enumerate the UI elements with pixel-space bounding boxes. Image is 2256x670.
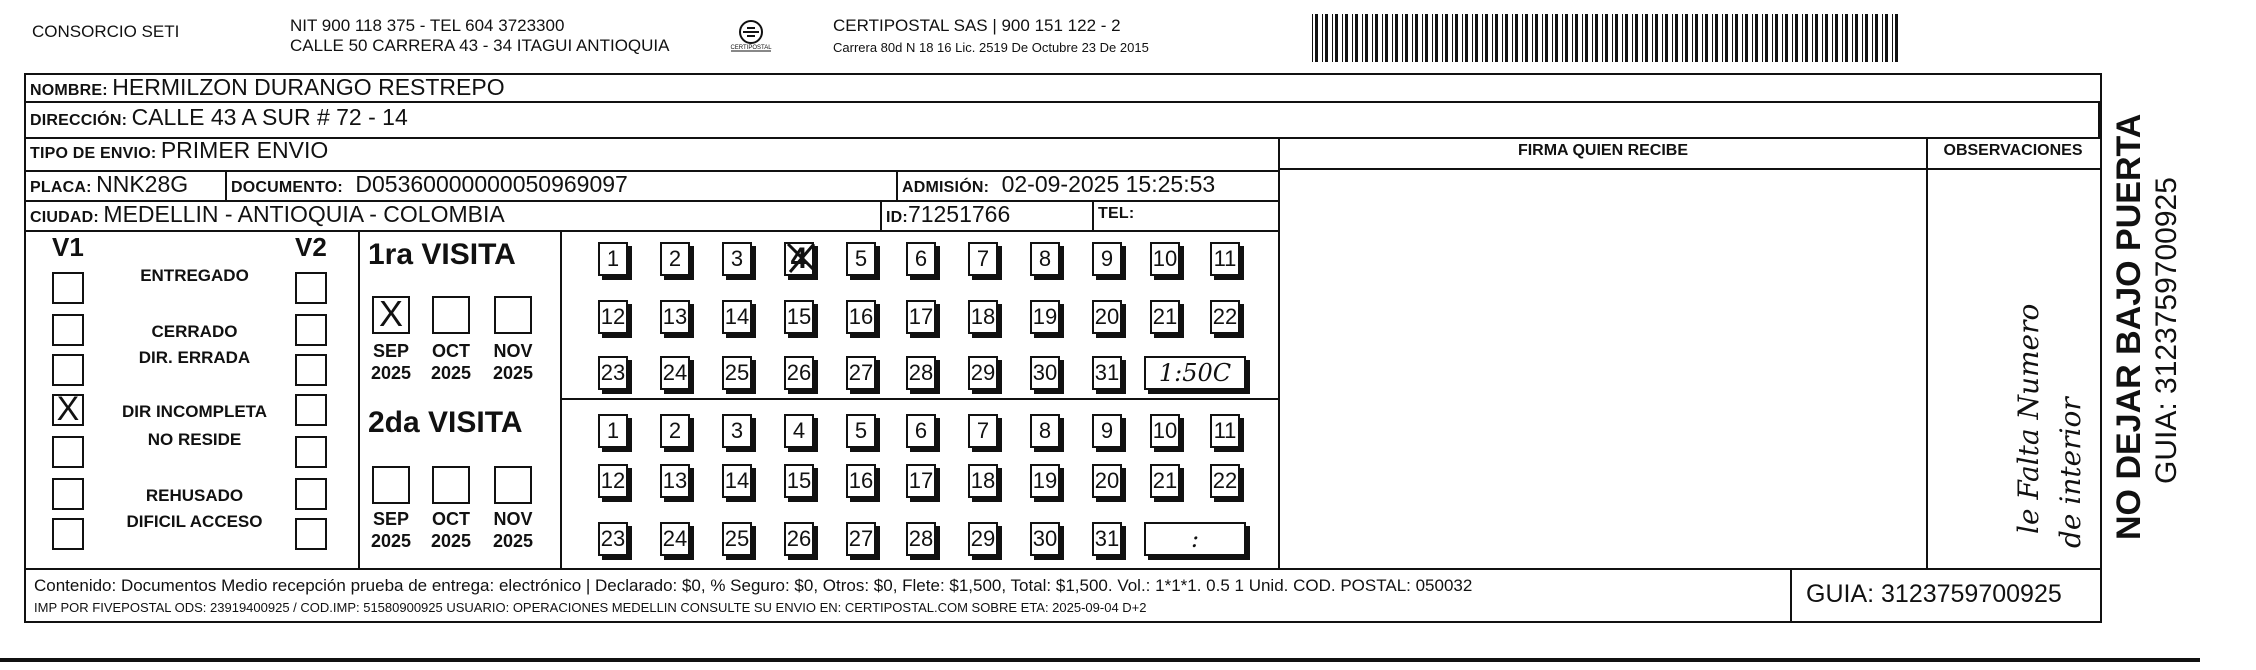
day-checkbox[interactable]: 16 [846, 464, 876, 498]
day-checkbox[interactable]: 7 [968, 414, 998, 448]
day-checkbox[interactable]: 16 [846, 300, 876, 334]
v1-checkbox[interactable] [52, 436, 84, 468]
plate-field [30, 170, 188, 202]
col-divider [1092, 200, 1094, 230]
day-checkbox[interactable]: 9 [1092, 242, 1122, 276]
nit-line: NIT 900 118 375 - TEL 604 3723300 [290, 16, 565, 35]
footer-guia: GUIA: 3123759700925 [1806, 580, 2062, 608]
id-label: ID: [886, 209, 908, 226]
side-guia: GUIA: 3123759700925 [2150, 177, 2183, 484]
v1-x-mark: X [56, 390, 80, 428]
day-checkbox[interactable]: 15 [784, 300, 814, 334]
status-label: DIR. ERRADA [138, 348, 251, 367]
month-label: SEP [372, 341, 410, 361]
day-checkbox[interactable]: 27 [846, 522, 876, 556]
print-info: IMP POR FIVEPOSTAL ODS: 23919400925 / COD.IMP: 51580900925 USUARIO: OPERACIONES MEDELLIN CONSULTE SU ENVIO EN: CERTIPOSTAL.COM SOBRE ETA: 2025-09-04 D+2 [34, 600, 1147, 615]
id-field [886, 200, 1010, 232]
year-label: 2025 [492, 531, 534, 551]
day-checkbox[interactable]: 29 [968, 522, 998, 556]
v1-checkbox[interactable] [52, 272, 84, 304]
day-checkbox[interactable]: 4 [784, 242, 814, 276]
address-label: DIRECCIÓN: [30, 112, 128, 129]
logo-text: CERTIPOSTAL [730, 45, 772, 51]
day-checkbox[interactable]: 21 [1150, 464, 1180, 498]
day-checkbox[interactable]: 14 [722, 300, 752, 334]
visit1-title: 1ra VISITA [368, 238, 516, 271]
day-checkbox[interactable]: 17 [906, 300, 936, 334]
v2-checkbox[interactable] [295, 354, 327, 386]
month-label: SEP [372, 509, 410, 529]
plate: NNK28G [96, 171, 189, 197]
day-checkbox[interactable]: 3 [722, 414, 752, 448]
address-field [30, 103, 408, 135]
col-divider [560, 230, 562, 568]
day-checkbox[interactable]: 25 [722, 522, 752, 556]
document-number: D05360000000050969097 [355, 171, 628, 197]
v2-checkbox[interactable] [295, 394, 327, 426]
day-checkbox[interactable]: 24 [660, 522, 690, 556]
year-label: 2025 [370, 531, 412, 551]
day-checkbox[interactable]: 5 [846, 242, 876, 276]
col-divider [225, 170, 227, 200]
city-field [30, 200, 505, 232]
day-checkbox[interactable]: 2 [660, 242, 690, 276]
city-label: CIUDAD: [30, 209, 99, 226]
col-divider [1926, 137, 1928, 568]
status-label: DIR INCOMPLETA [121, 402, 268, 421]
day-checkbox[interactable]: 10 [1150, 414, 1180, 448]
year-label: 2025 [430, 531, 472, 551]
col-divider [896, 170, 898, 200]
send-type: PRIMER ENVIO [160, 137, 329, 163]
status-label: REHUSADO [145, 486, 244, 505]
day-checkbox[interactable]: 20 [1092, 464, 1122, 498]
recipient-id: 71251766 [907, 201, 1011, 227]
row-divider [24, 137, 2102, 139]
day-checkbox[interactable]: 19 [1030, 300, 1060, 334]
day-checkbox[interactable]: 11 [1210, 242, 1240, 276]
col-divider [1790, 568, 1792, 623]
day-checkbox[interactable]: 23 [598, 356, 628, 390]
v2-label: V2 [295, 232, 327, 262]
recipient-address: CALLE 43 A SUR # 72 - 14 [131, 104, 408, 130]
day-checkbox[interactable]: 26 [784, 522, 814, 556]
day-checkbox[interactable]: 6 [906, 242, 936, 276]
day-checkbox[interactable]: 19 [1030, 464, 1060, 498]
recipient-name: HERMILZON DURANGO RESTREPO [112, 74, 505, 100]
document-field [231, 170, 628, 202]
day-checkbox[interactable]: 2 [660, 414, 690, 448]
month-checkbox[interactable] [432, 296, 470, 334]
v2-checkbox[interactable] [295, 272, 327, 304]
observations-title: OBSERVACIONES [1943, 142, 2083, 159]
v1-checkbox[interactable] [52, 314, 84, 346]
status-label: NO RESIDE [147, 430, 242, 449]
side-warning: NO DEJAR BAJO PUERTA [2110, 113, 2148, 540]
year-label: 2025 [492, 363, 534, 383]
day-checkbox[interactable]: 7 [968, 242, 998, 276]
send-type-field [30, 136, 328, 168]
admission-label: ADMISIÓN: [902, 179, 990, 196]
signature-title: FIRMA QUIEN RECIBE [1517, 142, 1689, 159]
year-label: 2025 [430, 363, 472, 383]
day-checkbox[interactable]: 1 [598, 414, 628, 448]
day-checkbox[interactable]: 24 [660, 356, 690, 390]
day-checkbox[interactable]: 22 [1210, 300, 1240, 334]
col-divider [2098, 101, 2100, 137]
day-checkbox[interactable]: 31 [1092, 522, 1122, 556]
month-checkbox[interactable] [372, 466, 410, 504]
day-checkbox[interactable]: 9 [1092, 414, 1122, 448]
day-checkbox[interactable]: 10 [1150, 242, 1180, 276]
day-checkbox[interactable]: 5 [846, 414, 876, 448]
v1-checkbox[interactable] [52, 354, 84, 386]
month-x-mark: X [378, 293, 403, 334]
v1-checkbox[interactable] [52, 478, 84, 510]
observation-line-2: de interior [2054, 397, 2087, 548]
status-label: ENTREGADO [140, 266, 249, 285]
license-line: Carrera 80d N 18 16 Lic. 2519 De Octubre 23 De 2015 [833, 40, 1149, 55]
v2-checkbox[interactable] [295, 314, 327, 346]
day-checkbox[interactable]: 30 [1030, 356, 1060, 390]
day-checkbox[interactable]: 21 [1150, 300, 1180, 334]
v1-checkbox[interactable] [52, 390, 84, 428]
day-checkbox[interactable]: 1 [598, 242, 628, 276]
day-checkbox[interactable]: 27 [846, 356, 876, 390]
company-address: CALLE 50 CARRERA 43 - 34 ITAGUI ANTIOQUIA [290, 36, 670, 55]
month-label: NOV [493, 341, 533, 361]
day-checkbox[interactable]: 12 [598, 464, 628, 498]
tel-label: TEL: [1098, 205, 1135, 222]
visit-divider [560, 398, 1278, 400]
day-checkbox[interactable]: 8 [1030, 242, 1060, 276]
name-field [30, 73, 505, 105]
col-divider [358, 230, 360, 568]
v2-checkbox[interactable] [295, 436, 327, 468]
certipostal-logo [728, 18, 774, 58]
month-checkbox[interactable] [372, 293, 410, 334]
signature-area[interactable] [1280, 170, 1926, 568]
year-label: 2025 [370, 363, 412, 383]
day-checkbox[interactable]: 20 [1092, 300, 1122, 334]
day-checkbox[interactable]: 6 [906, 414, 936, 448]
day-checkbox[interactable]: 28 [906, 522, 936, 556]
month-checkbox[interactable] [494, 466, 532, 504]
day-checkbox[interactable]: 25 [722, 356, 752, 390]
send-type-label: TIPO DE ENVIO: [30, 145, 157, 162]
day-checkbox[interactable]: 28 [906, 356, 936, 390]
col-divider [880, 200, 882, 230]
day-checkbox[interactable]: 26 [784, 356, 814, 390]
day-checkbox[interactable]: 18 [968, 300, 998, 334]
tel-field [1098, 200, 1134, 228]
v1-label: V1 [52, 232, 84, 262]
day-strike-icon [782, 238, 822, 278]
status-label: CERRADO [151, 322, 238, 341]
day-checkbox[interactable]: 8 [1030, 414, 1060, 448]
document-label: DOCUMENTO: [231, 179, 343, 196]
observation-line-1: le Falta Numero [2012, 303, 2045, 534]
day-checkbox[interactable]: 22 [1210, 464, 1240, 498]
company-name: CONSORCIO SETI [32, 22, 180, 41]
day-checkbox[interactable]: 4 [784, 414, 814, 448]
day-checkbox[interactable]: 17 [906, 464, 936, 498]
day-checkbox[interactable]: 15 [784, 464, 814, 498]
day-checkbox[interactable]: 31 [1092, 356, 1122, 390]
month-label: NOV [493, 509, 533, 529]
v2-checkbox[interactable] [295, 478, 327, 510]
admission-field [902, 170, 1215, 202]
city: MEDELLIN - ANTIOQUIA - COLOMBIA [103, 201, 505, 227]
visit2-title: 2da VISITA [368, 406, 523, 439]
day-checkbox[interactable]: 30 [1030, 522, 1060, 556]
month-label: OCT [432, 341, 470, 361]
day-checkbox[interactable]: 3 [722, 242, 752, 276]
visit-time-box[interactable]: : [1144, 522, 1246, 556]
contents-info: Contenido: Documentos Medio recepción prueba de entrega: electrónico | Declarado: $0, % Seguro: $0, Otros: $0, Flete: $1,500, Total: $1,500. Vol.: 1*1*1. 0.5 1 Unid. COD. POSTAL: 050032 [34, 576, 1473, 595]
visit-time-box[interactable]: 1:50C [1144, 356, 1246, 390]
day-checkbox[interactable]: 12 [598, 300, 628, 334]
name-label: NOMBRE: [30, 82, 108, 99]
v1-checkbox[interactable] [52, 518, 84, 550]
month-label: OCT [432, 509, 470, 529]
day-checkbox[interactable]: 14 [722, 464, 752, 498]
bottom-rule [0, 658, 2200, 662]
barcode [1312, 14, 1908, 62]
day-checkbox[interactable]: 11 [1210, 414, 1240, 448]
v2-checkbox[interactable] [295, 518, 327, 550]
day-checkbox[interactable]: 13 [660, 300, 690, 334]
month-checkbox[interactable] [432, 466, 470, 504]
admission-date: 02-09-2025 15:25:53 [1001, 171, 1216, 197]
day-checkbox[interactable]: 23 [598, 522, 628, 556]
plate-label: PLACA: [30, 179, 92, 196]
day-checkbox[interactable]: 13 [660, 464, 690, 498]
month-checkbox[interactable] [494, 296, 532, 334]
status-label: DIFICIL ACCESO [126, 512, 263, 531]
day-checkbox[interactable]: 18 [968, 464, 998, 498]
certipostal-line: CERTIPOSTAL SAS | 900 151 122 - 2 [833, 16, 1121, 35]
day-checkbox[interactable]: 29 [968, 356, 998, 390]
